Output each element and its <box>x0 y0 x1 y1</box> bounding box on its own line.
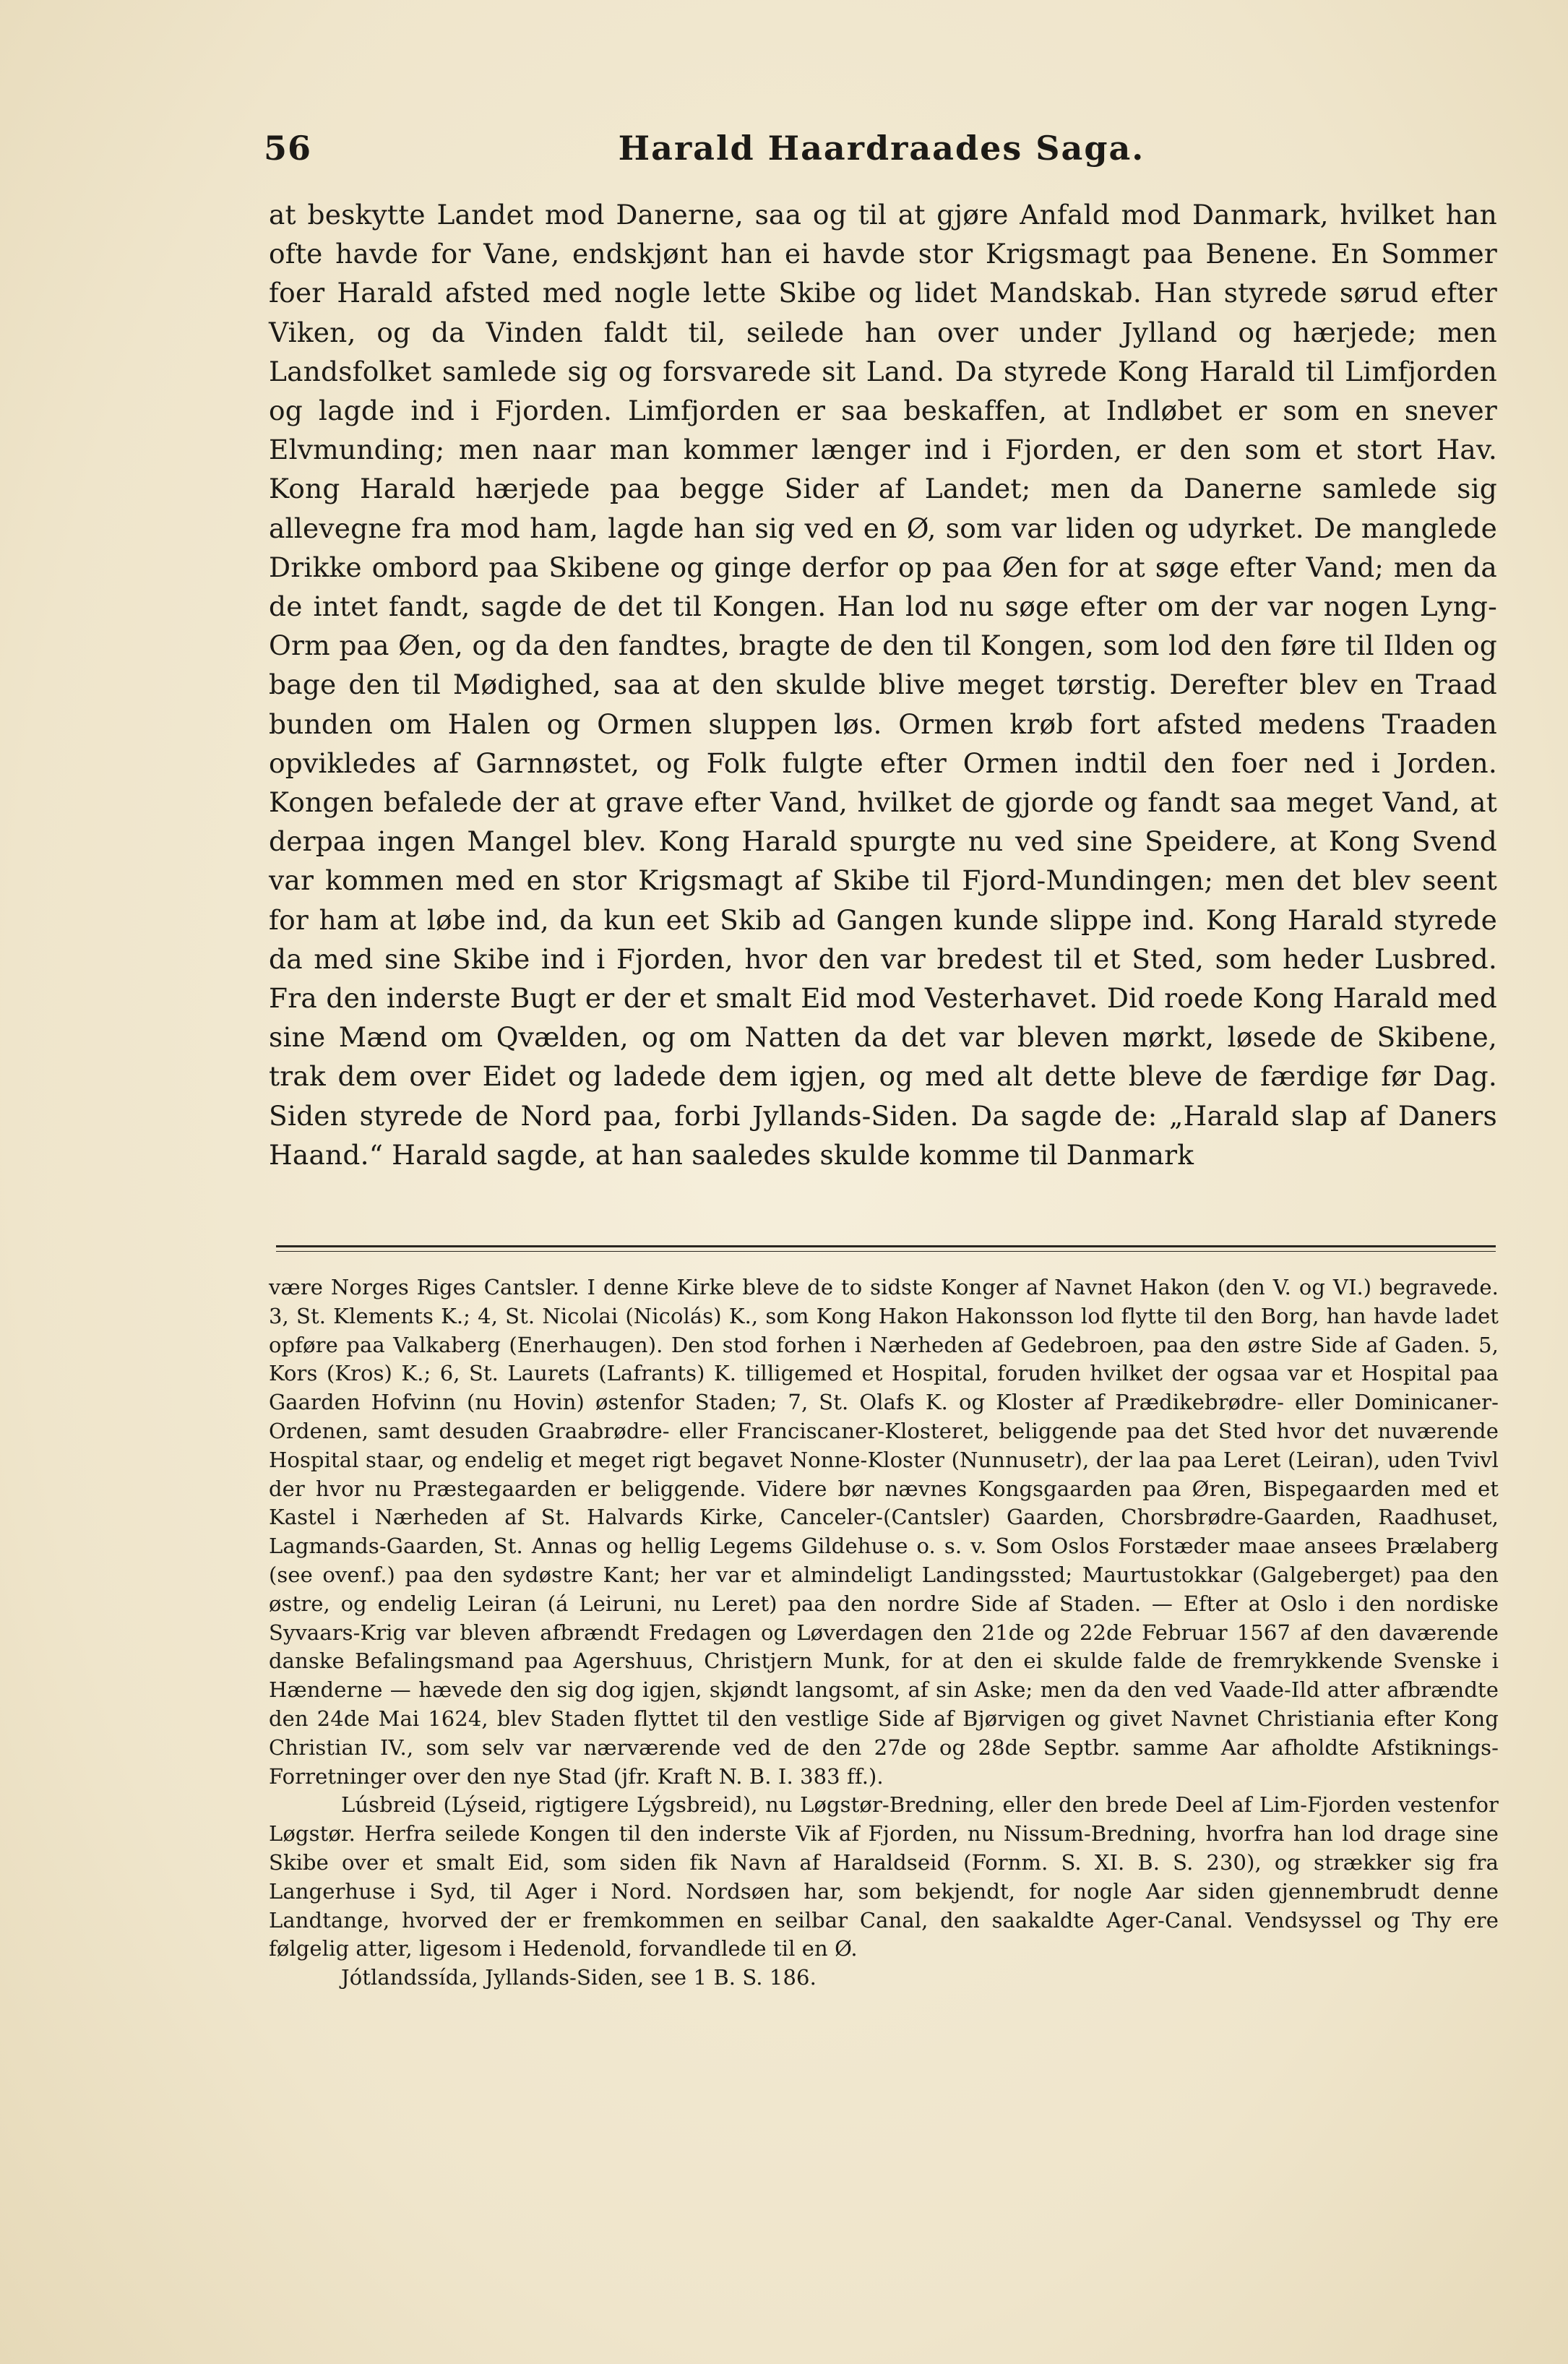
footnote-lusbreid: Lúsbreid (Lýseid, rigtigere Lýgsbreid), nu Løgstør-Bredning, eller den brede Deel af Lim-Fjorden vestenfor Løgstør. Herfra seilede Kongen til den inderste Vik af Fjorden, nu Nissum-Bredning, hvorfra han lod drage sine Skibe over et smalt Eid, som siden fik Navn af Haraldseid (Fornm. S. XI. B. S. 230), og strækker sig fra Langerhuse i Syd, til Ager i Nord. Nordsøen har, som bekjendt, for nogle Aar siden gjennembrudt denne Landtange, hvorved der er fremkommen en seilbar Canal, den saakaldte Ager-Canal. Vendsyssel og Thy ere følgelig atter, ligesom i Hedenold, forvandlede til en Ø. <box>269 1792 1499 1961</box>
main-paragraph: at beskytte Landet mod Danerne, saa og til at gjøre Anfald mod Danmark, hvilket han ofte havde for Vane, endskjønt han ei havde stor Krigsmagt paa Benene. En Sommer foer Harald afsted med nogle lette Skibe og lidet Mandskab. Han styrede sørud efter Viken, og da Vinden faldt til, seilede han over under Jylland og hærjede; men Landsfolket samlede sig og forsvarede sit Land. Da styrede Kong Harald til Limfjorden og lagde ind i Fjorden. Limfjorden er saa beskaffen, at Indløbet er som en snever Elvmunding; men naar man kommer længer ind i Fjorden, er den som et stort Hav. Kong Harald hærjede paa begge Sider af Landet; men da Danerne samlede sig allevegne fra mod ham, lagde han sig ved en Ø, som var liden og udyrket. De manglede Drikke ombord paa Skibene og ginge derfor op paa Øen for at søge efter Vand; men da de intet fandt, sagde de det til Kongen. Han lod nu søge efter om der var nogen Lyng-Orm paa Øen, og da den fandtes, bragte de den til Kongen, som lod den føre til Ilden og bage den til Mødighed, saa at den skulde blive meget tørstig. Derefter blev en Traad bunden om Halen og Ormen sluppen løs. Ormen krøb fort afsted medens Traaden opvikledes af Garnnøstet, og Folk fulgte efter Ormen indtil den foer ned i Jorden. Kongen befalede der at grave efter Vand, hvilket de gjorde og fandt saa meget Vand, at derpaa ingen Mangel blev. Kong Harald spurgte nu ved sine Speidere, at Kong Svend var kommen med en stor Krigsmagt af Skibe til Fjord-Mundingen; men det blev seent for ham at løbe ind, da kun eet Skib ad Gangen kunde slippe ind. Kong Harald styrede da med sine Skibe ind i Fjorden, hvor den var bredest til et Sted, som heder Lusbred. Fra den inderste Bugt er der et smalt Eid mod Vesterhavet. Did roede Kong Harald med sine Mænd om Qvælden, og om Natten da det var bleven mørkt, løsede de Skibene, trak dem over Eidet og ladede dem igjen, og med alt dette bleve de færdige før Dag. Siden styrede de Nord paa, forbi Jyllands-Siden. Da sagde de: „Harald slap af Daners Haand.“ Harald sagde, at han saaledes skulde komme til Danmark <box>269 199 1497 1171</box>
page-number: 56 <box>264 129 312 168</box>
footnotes-block <box>269 1273 1499 1993</box>
main-text-block <box>269 195 1497 1174</box>
page-header <box>264 129 1499 179</box>
footnote-jotlandssida: Jótlandssída, Jyllands-Siden, see 1 B. S. 186. <box>341 1965 817 1990</box>
footnote-continuation: være Norges Riges Cantsler. I denne Kirke bleve de to sidste Konger af Navnet Hakon (den V. og VI.) begravede. 3, St. Klements K.; 4, St. Nicolai (Nicolás) K., som Kong Hakon Hakonsson lod flytte til den Borg, han havde ladet opføre paa Valkaberg (Enerhaugen). Den stod forhen i Nærheden af Gedebroen, paa den østre Side af Gaden. 5, Kors (Kros) K.; 6, St. Laurets (Lafrants) K. tilligemed et Hospital, foruden hvilket der ogsaa var et Hospital paa Gaarden Hofvinn (nu Hovin) østenfor Staden; 7, St. Olafs K. og Kloster af Prædikebrødre- eller Dominicaner-Ordenen, samt desuden Graabrødre- eller Franciscaner-Klosteret, beliggende paa det Sted hvor det nuværende Hospital staar, og endelig et meget rigt begavet Nonne-Kloster (Nunnusetr), der laa paa Leret (Leiran), uden Tvivl der hvor nu Præstegaarden er beliggende. Videre bør nævnes Kongsgaarden paa Øren, Bispegaarden med et Kastel i Nærheden af St. Halvards Kirke, Canceler-(Cantsler) Gaarden, Chorsbrødre-Gaarden, Raadhuset, Lagmands-Gaarden, St. Annas og hellig Legems Gildehuse o. s. v. Som Oslos Forstæder maae ansees Þrælaberg (see ovenf.) paa den sydøstre Kant; her var et almindeligt Landingssted; Maurtustokkar (Galgeberget) paa den østre, og endelig Leiran (á Leiruni, nu Leret) paa den nordre Side af Staden. — Efter at Oslo i den nordiske Syvaars-Krig var bleven afbrændt Fredagen og Løverdagen den 21de og 22de Februar 1567 af den daværende danske Befalingsmand paa Agershuus, Christjern Munk, for at den ei skulde falde de fremrykkende Svenske i Hænderne — hævede den sig dog igjen, skjøndt langsomt, af sin Aske; men da den ved Vaade-Ild atter afbrændte den 24de Mai 1624, blev Staden flyttet til den vestlige Side af Bjørvigen og givet Navnet Christiania efter Kong Christian IV., som selv var nærværende ved de den 27de og 28de Septbr. samme Aar afholdte Afstiknings-Forretninger over den nye Stad (jfr. Kraft N. B. I. 383 ff.). <box>269 1275 1499 1789</box>
running-title: Harald Haardraades Saga. <box>618 129 1145 168</box>
footnote-divider <box>276 1245 1496 1247</box>
footnote-divider-thin <box>276 1251 1496 1252</box>
